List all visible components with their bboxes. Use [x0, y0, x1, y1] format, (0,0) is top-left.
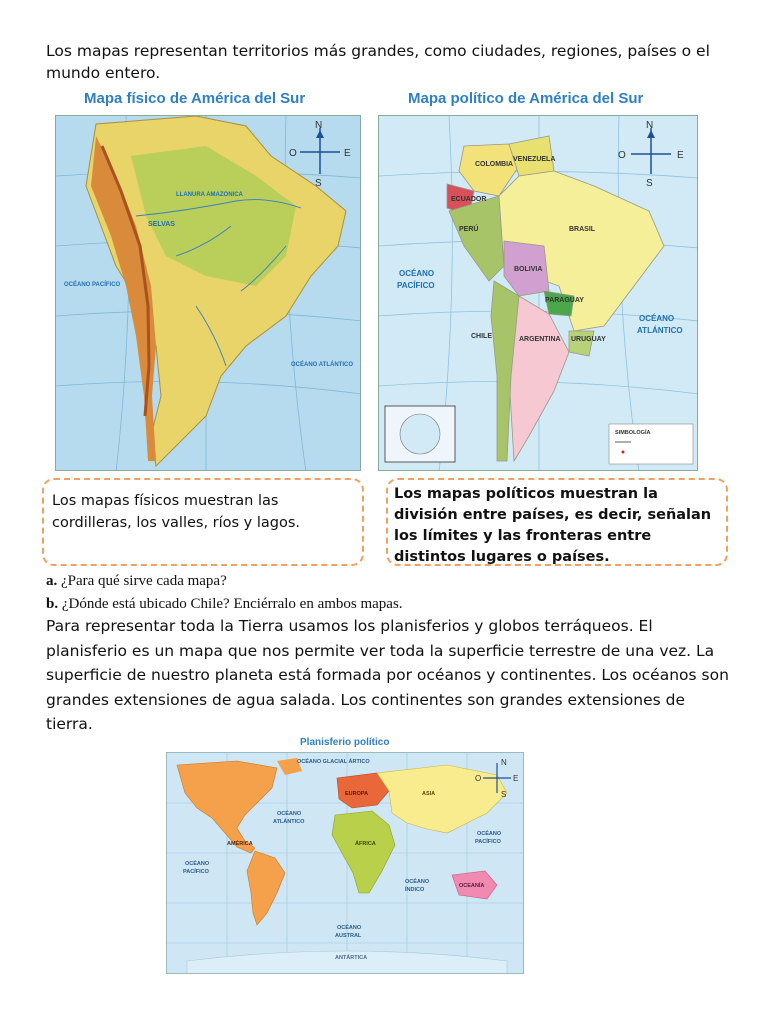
wm-austral-2: AUSTRAL [335, 933, 362, 939]
body-paragraph: Para representar toda la Tierra usamos los planisferios y globos terráqueos. El planisferio es un mapa que nos permite ver toda la superficie terrestre de una vez. La superficie de nuestro planeta está formada por océanos y continentes. Los océanos son grandes extensiones de agua salada. Los continentes son grandes extensiones de tierra. [46, 617, 729, 733]
label-venezuela: VENEZUELA [513, 156, 556, 163]
compass-s: S [315, 178, 322, 189]
wm-austral-1: OCÉANO [337, 925, 362, 931]
question-b-letter: b. [46, 596, 59, 612]
wm-oceania: OCEANÍA [459, 883, 485, 889]
wm-glacial: OCÉANO GLACIAL ÁRTICO [297, 759, 370, 765]
pcompass-e: E [677, 150, 684, 161]
pcompass-o: O [618, 150, 626, 161]
label-colombia: COLOMBIA [475, 161, 514, 168]
physical-label-llanura: LLANURA AMAZONICA [176, 192, 243, 198]
world-map-svg [167, 753, 524, 974]
question-a-letter: a. [46, 573, 58, 589]
wm-pacifico-w1: OCÉANO [185, 861, 210, 867]
political-map-svg [379, 116, 698, 471]
wm-pacifico-w2: PACÍFICO [183, 869, 209, 875]
physical-callout: Los mapas físicos muestran las cordilleras, los valles, ríos y lagos. [42, 478, 364, 566]
physical-map-title: Mapa físico de América del Sur [84, 90, 306, 107]
wcompass-n: N [501, 758, 507, 767]
question-b-text: ¿Dónde está ubicado Chile? Enciérralo en ambos mapas. [61, 596, 403, 612]
question-b [46, 596, 403, 613]
wm-indico-2: ÍNDICO [405, 887, 425, 893]
physical-label-atlantico: OCÉANO ATLÁNTICO [291, 362, 353, 368]
pcompass-s: S [646, 178, 653, 189]
wm-indico-1: OCÉANO [405, 879, 430, 885]
label-bolivia: BOLIVIA [514, 266, 543, 273]
wm-asia: ASIA [422, 791, 436, 797]
political-callout: Los mapas políticos muestran la división entre países, es decir, señalan los límites y las fronteras entre distintos lugares o países. [386, 478, 728, 566]
legend-title: SIMBOLOGÍA [615, 430, 651, 436]
physical-label-pacifico: OCÉANO PACÍFICO [64, 282, 121, 288]
wm-africa: ÁFRICA [355, 841, 376, 847]
label-brasil: BRASIL [569, 226, 596, 233]
wm-pacifico-e1: OCÉANO [477, 831, 502, 837]
label-uruguay: URUGUAY [571, 336, 606, 343]
wm-atlantico-1: OCÉANO [277, 811, 302, 817]
label-argentina: ARGENTINA [519, 336, 561, 343]
label-atlantico-1: OCÉANO [639, 314, 675, 323]
label-chile: CHILE [471, 333, 492, 340]
physical-map [55, 115, 361, 471]
label-peru: PERÚ [459, 226, 479, 233]
question-a-text: ¿Para qué sirve cada mapa? [61, 573, 227, 589]
intro-text: Los mapas representan territorios más grandes, como ciudades, regiones, países o el mundo entero. [46, 42, 710, 82]
wm-pacifico-e2: PACÍFICO [475, 839, 501, 845]
compass-n: N [315, 120, 323, 131]
world-map [166, 752, 524, 974]
label-ecuador: ECUADOR [451, 196, 487, 203]
wm-america: AMÉRICA [227, 841, 253, 847]
political-map-title: Mapa político de América del Sur [408, 90, 644, 107]
question-a [46, 573, 227, 590]
compass-o: O [289, 148, 297, 159]
wcompass-s: S [501, 790, 507, 799]
label-atlantico-2: ATLÁNTICO [637, 326, 683, 335]
wm-europa: EUROPA [345, 791, 369, 797]
label-pacifico-2: PACÍFICO [397, 281, 435, 290]
physical-label-selvas: SELVAS [148, 221, 175, 228]
pcompass-n: N [646, 120, 654, 131]
compass-e: E [344, 148, 351, 159]
world-map-title: Planisferio político [300, 737, 390, 748]
wcompass-e: E [513, 774, 519, 783]
political-map [378, 115, 698, 471]
wm-antartica: ANTÁRTICA [335, 955, 368, 961]
wm-atlantico-2: ATLÁNTICO [273, 819, 305, 825]
wcompass-o: O [475, 774, 482, 783]
physical-map-svg [56, 116, 361, 471]
label-pacifico-1: OCÉANO [399, 269, 435, 278]
label-paraguay: PARAGUAY [545, 297, 584, 304]
